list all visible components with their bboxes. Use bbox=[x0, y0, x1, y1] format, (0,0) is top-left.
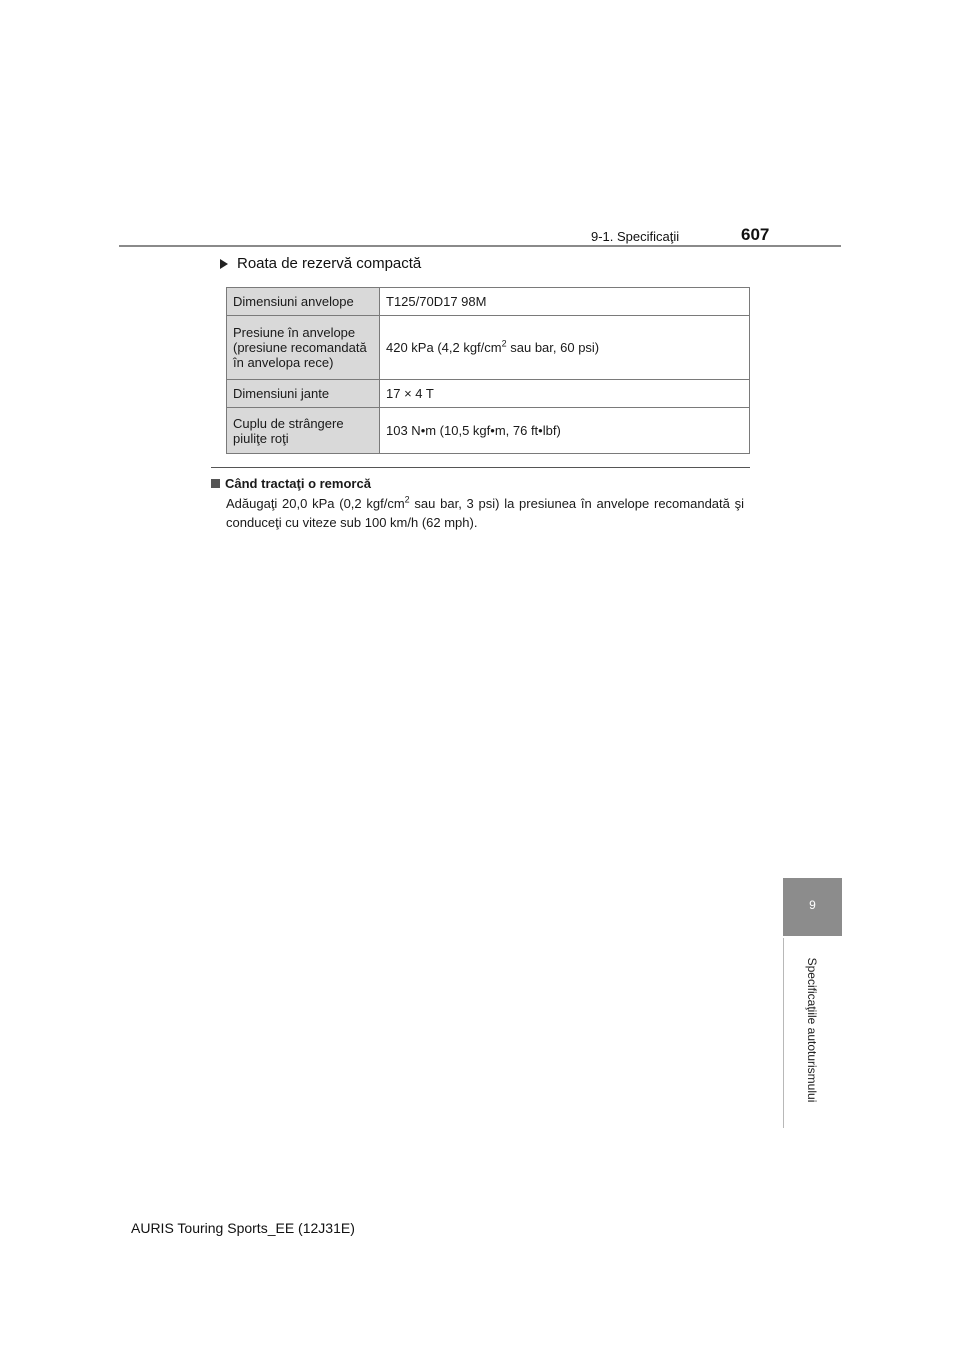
spec-table bbox=[226, 287, 750, 454]
header-divider bbox=[119, 245, 841, 247]
value-text: sau bar, 60 psi) bbox=[506, 340, 600, 355]
note-body bbox=[226, 494, 744, 532]
spec-value: 103 N•m (10,5 kgf•m, 76 ft•lbf) bbox=[380, 408, 750, 454]
spec-label: Presiune în anvelope (presiune recomandată în anvelopa rece) bbox=[227, 316, 380, 380]
page-number: 607 bbox=[741, 225, 770, 244]
subheading-text: Roata de rezervă compactă bbox=[237, 255, 422, 272]
superscript: 2 bbox=[501, 338, 507, 349]
chapter-tab bbox=[783, 878, 842, 936]
section-divider bbox=[211, 467, 750, 468]
chapter-number: 9 bbox=[809, 898, 816, 912]
spec-label: Dimensiuni jante bbox=[227, 380, 380, 408]
note-heading-text: Când tractaţi o remorcă bbox=[225, 476, 371, 491]
chapter-title: Specificaţiile autoturismului bbox=[805, 957, 819, 1103]
note-text: Adăugaţi 20,0 kPa (0,2 kgf/cm bbox=[226, 496, 405, 511]
page-header bbox=[0, 0, 960, 250]
note-text: sau bar, 3 psi) la presiunea în anvelope recomandată şi conduceţi cu viteze sub 100 km/h (62 mph). bbox=[226, 496, 744, 530]
spec-label: Dimensiuni anvelope bbox=[227, 288, 380, 316]
table-row bbox=[227, 408, 750, 454]
spec-value: T125/70D17 98M bbox=[380, 288, 750, 316]
section-label: 9-1. Specificaţii bbox=[591, 229, 680, 244]
arrow-right-icon bbox=[220, 259, 228, 269]
table-row bbox=[227, 380, 750, 408]
table-row bbox=[227, 316, 750, 380]
superscript: 2 bbox=[404, 494, 410, 505]
spec-value: 17 × 4 T bbox=[380, 380, 750, 408]
square-bullet-icon bbox=[211, 479, 220, 488]
table-row bbox=[227, 288, 750, 316]
footer-model: AURIS Touring Sports_EE (12J31E) bbox=[131, 1220, 355, 1236]
value-text: 420 kPa (4,2 kgf/cm bbox=[386, 340, 502, 355]
subheading bbox=[220, 255, 421, 272]
spec-value bbox=[380, 316, 750, 380]
spec-label: Cuplu de strângere piuliţe roţi bbox=[227, 408, 380, 454]
note-heading bbox=[211, 476, 371, 491]
